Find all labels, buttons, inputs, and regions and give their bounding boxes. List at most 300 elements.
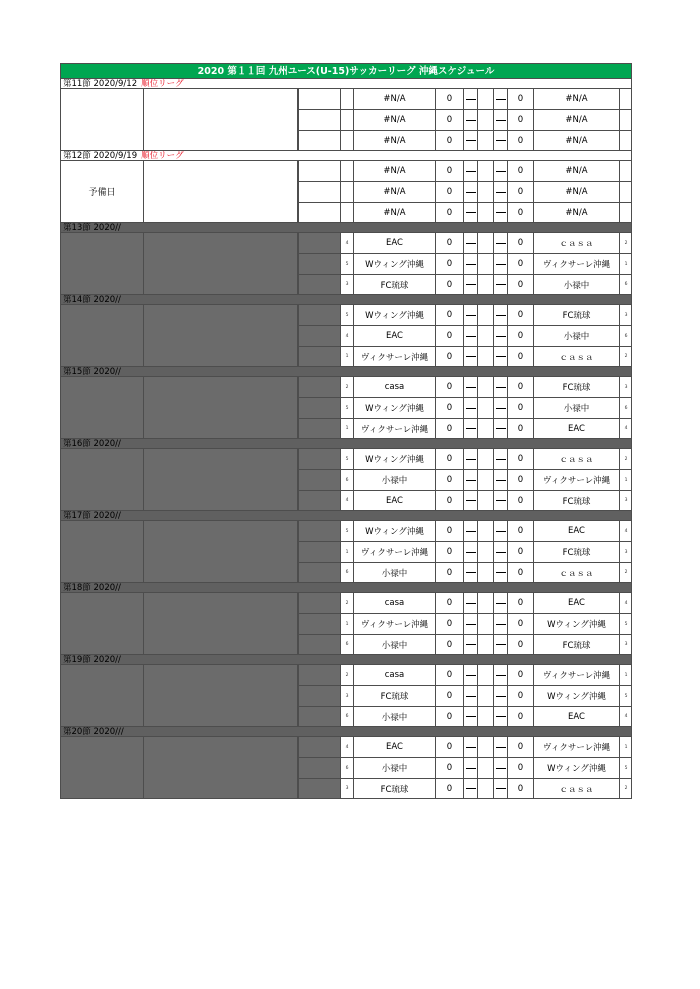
- home-team: #N/A: [353, 182, 435, 202]
- home-score: 0: [435, 470, 463, 490]
- home-rank: 5: [340, 305, 353, 325]
- away-team: FC琉球: [533, 491, 619, 510]
- home-score: 0: [435, 449, 463, 469]
- score-dash: [493, 779, 507, 798]
- score-dash: [493, 491, 507, 510]
- score-spacer: [477, 470, 493, 490]
- time-cell: [298, 614, 340, 634]
- away-team: 小禄中: [533, 275, 619, 294]
- away-rank: 3: [619, 305, 632, 325]
- round-section: [60, 655, 632, 727]
- home-team: Wウィング沖縄: [353, 254, 435, 274]
- time-cell: [298, 449, 340, 469]
- home-rank: 3: [340, 686, 353, 706]
- round-section: [60, 439, 632, 511]
- score-spacer: [477, 326, 493, 346]
- away-team: EAC: [533, 707, 619, 726]
- match-row: [298, 686, 632, 707]
- round-section: [60, 79, 632, 151]
- home-team: #N/A: [353, 110, 435, 130]
- home-rank: [340, 89, 353, 109]
- score-dash: [463, 203, 477, 222]
- home-rank: 6: [340, 470, 353, 490]
- score-spacer: [477, 377, 493, 397]
- time-cell: [298, 254, 340, 274]
- match-row: [298, 203, 632, 223]
- away-score: 0: [507, 758, 533, 778]
- away-score: 0: [507, 563, 533, 582]
- match-row: [298, 305, 632, 326]
- away-score: 0: [507, 203, 533, 222]
- away-score: 0: [507, 347, 533, 366]
- score-spacer: [477, 491, 493, 510]
- score-spacer: [477, 233, 493, 253]
- score-dash: [463, 419, 477, 438]
- away-team: ヴィクサーレ沖縄: [533, 470, 619, 490]
- away-rank: [619, 203, 632, 222]
- away-team: 小禄中: [533, 398, 619, 418]
- home-rank: 1: [340, 542, 353, 562]
- round-date: 第20節 2020///: [63, 727, 124, 737]
- away-rank: 4: [619, 707, 632, 726]
- away-rank: 6: [619, 326, 632, 346]
- score-dash: [493, 89, 507, 109]
- away-score: 0: [507, 779, 533, 798]
- score-dash: [493, 419, 507, 438]
- home-team: casa: [353, 593, 435, 613]
- score-dash: [463, 131, 477, 150]
- home-score: 0: [435, 419, 463, 438]
- score-dash: [463, 449, 477, 469]
- score-spacer: [477, 665, 493, 685]
- round-section: [60, 367, 632, 439]
- round-date: 第12節 2020/9/19: [63, 151, 138, 161]
- score-dash: [493, 758, 507, 778]
- home-team: EAC: [353, 737, 435, 757]
- match-row: [298, 110, 632, 131]
- away-team: FC琉球: [533, 635, 619, 654]
- score-dash: [463, 635, 477, 654]
- match-row: [298, 614, 632, 635]
- away-rank: 2: [619, 779, 632, 798]
- score-dash: [493, 182, 507, 202]
- round-note: [61, 521, 144, 582]
- round-info-box: [60, 233, 298, 295]
- league-label: 順位リーグ: [141, 151, 184, 161]
- home-team: EAC: [353, 326, 435, 346]
- away-score: 0: [507, 614, 533, 634]
- time-cell: [298, 275, 340, 294]
- score-dash: [463, 521, 477, 541]
- home-rank: 4: [340, 737, 353, 757]
- away-team: EAC: [533, 419, 619, 438]
- away-rank: 6: [619, 275, 632, 294]
- away-score: 0: [507, 449, 533, 469]
- away-rank: 3: [619, 491, 632, 510]
- away-score: 0: [507, 182, 533, 202]
- venue-cell: [144, 593, 298, 654]
- round-sections: [60, 79, 632, 799]
- away-rank: 1: [619, 254, 632, 274]
- time-cell: [298, 182, 340, 202]
- round-section: [60, 511, 632, 583]
- away-rank: 5: [619, 614, 632, 634]
- time-cell: [298, 419, 340, 438]
- away-rank: 4: [619, 419, 632, 438]
- home-rank: 1: [340, 419, 353, 438]
- away-team: ヴィクサーレ沖縄: [533, 254, 619, 274]
- away-team: 小禄中: [533, 326, 619, 346]
- time-cell: [298, 758, 340, 778]
- score-spacer: [477, 707, 493, 726]
- round-header: [60, 79, 632, 89]
- round-info-box: [60, 305, 298, 367]
- match-row: [298, 182, 632, 203]
- home-team: 小禄中: [353, 635, 435, 654]
- away-rank: 1: [619, 665, 632, 685]
- score-dash: [463, 233, 477, 253]
- score-spacer: [477, 449, 493, 469]
- home-team: FC琉球: [353, 275, 435, 294]
- home-score: 0: [435, 326, 463, 346]
- away-rank: 3: [619, 542, 632, 562]
- venue-cell: [144, 665, 298, 726]
- time-cell: [298, 305, 340, 325]
- round-info-box: [60, 89, 298, 151]
- away-rank: [619, 161, 632, 181]
- home-score: 0: [435, 203, 463, 222]
- away-rank: 2: [619, 449, 632, 469]
- home-team: Wウィング沖縄: [353, 521, 435, 541]
- match-row: [298, 707, 632, 727]
- away-score: 0: [507, 377, 533, 397]
- time-cell: [298, 377, 340, 397]
- away-team: ｃａｓａ: [533, 347, 619, 366]
- time-cell: [298, 686, 340, 706]
- home-rank: 5: [340, 398, 353, 418]
- round-note: [61, 377, 144, 438]
- home-score: 0: [435, 542, 463, 562]
- away-score: 0: [507, 110, 533, 130]
- away-score: 0: [507, 398, 533, 418]
- time-cell: [298, 131, 340, 150]
- match-row: [298, 254, 632, 275]
- away-score: 0: [507, 326, 533, 346]
- home-team: ヴィクサーレ沖縄: [353, 614, 435, 634]
- score-dash: [493, 563, 507, 582]
- away-score: 0: [507, 686, 533, 706]
- score-dash: [493, 521, 507, 541]
- away-rank: [619, 131, 632, 150]
- score-dash: [493, 203, 507, 222]
- home-score: 0: [435, 182, 463, 202]
- score-spacer: [477, 305, 493, 325]
- home-team: ヴィクサーレ沖縄: [353, 347, 435, 366]
- round-section: [60, 727, 632, 799]
- match-row: [298, 758, 632, 779]
- home-rank: 6: [340, 635, 353, 654]
- home-team: #N/A: [353, 131, 435, 150]
- away-rank: 3: [619, 635, 632, 654]
- score-spacer: [477, 182, 493, 202]
- home-rank: [340, 131, 353, 150]
- round-header: [60, 511, 632, 521]
- home-score: 0: [435, 131, 463, 150]
- match-row: [298, 419, 632, 439]
- score-spacer: [477, 737, 493, 757]
- time-cell: [298, 161, 340, 181]
- home-score: 0: [435, 521, 463, 541]
- time-cell: [298, 491, 340, 510]
- score-dash: [463, 275, 477, 294]
- round-date: 第17節 2020//: [63, 511, 121, 521]
- home-rank: 5: [340, 449, 353, 469]
- round-header: [60, 223, 632, 233]
- away-score: 0: [507, 707, 533, 726]
- round-info-box: [60, 161, 298, 223]
- score-spacer: [477, 161, 493, 181]
- match-row: [298, 161, 632, 182]
- round-header: [60, 439, 632, 449]
- score-dash: [463, 707, 477, 726]
- score-dash: [463, 161, 477, 181]
- away-score: 0: [507, 419, 533, 438]
- round-date: 第18節 2020//: [63, 583, 121, 593]
- away-score: 0: [507, 254, 533, 274]
- time-cell: [298, 398, 340, 418]
- home-team: Wウィング沖縄: [353, 449, 435, 469]
- home-rank: 2: [340, 377, 353, 397]
- score-spacer: [477, 686, 493, 706]
- score-dash: [493, 254, 507, 274]
- away-score: 0: [507, 305, 533, 325]
- home-rank: 4: [340, 326, 353, 346]
- round-info-box: [60, 737, 298, 799]
- score-dash: [463, 110, 477, 130]
- away-team: ｃａｓａ: [533, 233, 619, 253]
- away-team: ヴィクサーレ沖縄: [533, 665, 619, 685]
- match-row: [298, 521, 632, 542]
- time-cell: [298, 347, 340, 366]
- away-rank: 5: [619, 686, 632, 706]
- time-cell: [298, 563, 340, 582]
- away-team: FC琉球: [533, 377, 619, 397]
- score-dash: [463, 593, 477, 613]
- away-team: FC琉球: [533, 542, 619, 562]
- home-rank: 2: [340, 665, 353, 685]
- away-rank: 5: [619, 758, 632, 778]
- time-cell: [298, 110, 340, 130]
- home-score: 0: [435, 233, 463, 253]
- home-score: 0: [435, 305, 463, 325]
- home-rank: 4: [340, 491, 353, 510]
- home-team: FC琉球: [353, 779, 435, 798]
- score-spacer: [477, 758, 493, 778]
- away-rank: 3: [619, 377, 632, 397]
- time-cell: [298, 635, 340, 654]
- score-dash: [493, 593, 507, 613]
- home-rank: [340, 203, 353, 222]
- score-dash: [463, 542, 477, 562]
- match-row: [298, 593, 632, 614]
- venue-cell: [144, 737, 298, 798]
- home-score: 0: [435, 737, 463, 757]
- round-date: 第13節 2020//: [63, 223, 121, 233]
- round-date: 第15節 2020//: [63, 367, 121, 377]
- home-rank: 1: [340, 347, 353, 366]
- away-rank: 2: [619, 233, 632, 253]
- home-team: #N/A: [353, 203, 435, 222]
- away-rank: [619, 110, 632, 130]
- away-score: 0: [507, 491, 533, 510]
- away-rank: [619, 89, 632, 109]
- home-score: 0: [435, 635, 463, 654]
- match-row: [298, 635, 632, 655]
- round-header: [60, 655, 632, 665]
- home-rank: [340, 182, 353, 202]
- round-note: [61, 593, 144, 654]
- round-section: [60, 223, 632, 295]
- home-rank: [340, 161, 353, 181]
- score-dash: [463, 326, 477, 346]
- away-team: #N/A: [533, 161, 619, 181]
- home-team: #N/A: [353, 161, 435, 181]
- score-dash: [493, 233, 507, 253]
- home-score: 0: [435, 779, 463, 798]
- home-score: 0: [435, 758, 463, 778]
- round-date: 第16節 2020//: [63, 439, 121, 449]
- score-dash: [463, 563, 477, 582]
- home-team: EAC: [353, 491, 435, 510]
- score-dash: [493, 635, 507, 654]
- home-score: 0: [435, 89, 463, 109]
- match-row: [298, 737, 632, 758]
- score-spacer: [477, 419, 493, 438]
- away-team: Wウィング沖縄: [533, 686, 619, 706]
- away-score: 0: [507, 131, 533, 150]
- round-note: 予備日: [61, 161, 144, 222]
- score-dash: [493, 614, 507, 634]
- home-rank: 6: [340, 563, 353, 582]
- time-cell: [298, 542, 340, 562]
- match-row: [298, 398, 632, 419]
- score-dash: [493, 737, 507, 757]
- round-section: [60, 583, 632, 655]
- home-team: 小禄中: [353, 758, 435, 778]
- venue-cell: [144, 305, 298, 366]
- away-rank: 1: [619, 470, 632, 490]
- time-cell: [298, 521, 340, 541]
- venue-cell: [144, 233, 298, 294]
- home-score: 0: [435, 254, 463, 274]
- home-score: 0: [435, 614, 463, 634]
- score-dash: [463, 182, 477, 202]
- away-team: FC琉球: [533, 305, 619, 325]
- away-team: ヴィクサーレ沖縄: [533, 737, 619, 757]
- time-cell: [298, 233, 340, 253]
- round-info-box: [60, 377, 298, 439]
- round-header: [60, 583, 632, 593]
- match-row: [298, 491, 632, 511]
- away-team: #N/A: [533, 89, 619, 109]
- away-score: 0: [507, 275, 533, 294]
- score-dash: [463, 779, 477, 798]
- score-dash: [463, 686, 477, 706]
- home-team: 小禄中: [353, 470, 435, 490]
- away-team: ｃａｓａ: [533, 779, 619, 798]
- round-header: [60, 295, 632, 305]
- score-spacer: [477, 275, 493, 294]
- score-dash: [463, 89, 477, 109]
- score-dash: [463, 491, 477, 510]
- round-section: [60, 295, 632, 367]
- home-team: 小禄中: [353, 563, 435, 582]
- score-dash: [493, 398, 507, 418]
- away-rank: 2: [619, 563, 632, 582]
- round-info-box: [60, 521, 298, 583]
- away-rank: 4: [619, 521, 632, 541]
- score-dash: [493, 326, 507, 346]
- round-header: [60, 727, 632, 737]
- home-team: 小禄中: [353, 707, 435, 726]
- match-row: [298, 275, 632, 295]
- score-dash: [463, 737, 477, 757]
- away-rank: [619, 182, 632, 202]
- score-spacer: [477, 521, 493, 541]
- round-date: 第11節 2020/9/12: [63, 79, 138, 89]
- round-note: [61, 233, 144, 294]
- schedule-sheet: [60, 63, 632, 799]
- time-cell: [298, 326, 340, 346]
- home-team: #N/A: [353, 89, 435, 109]
- home-score: 0: [435, 347, 463, 366]
- round-section: [60, 151, 632, 223]
- score-spacer: [477, 203, 493, 222]
- time-cell: [298, 779, 340, 798]
- away-score: 0: [507, 665, 533, 685]
- score-dash: [493, 686, 507, 706]
- away-score: 0: [507, 737, 533, 757]
- home-score: 0: [435, 377, 463, 397]
- match-row: [298, 542, 632, 563]
- score-dash: [463, 470, 477, 490]
- match-row: [298, 377, 632, 398]
- home-score: 0: [435, 110, 463, 130]
- match-row: [298, 89, 632, 110]
- away-team: EAC: [533, 593, 619, 613]
- away-score: 0: [507, 161, 533, 181]
- score-dash: [463, 614, 477, 634]
- score-spacer: [477, 398, 493, 418]
- home-score: 0: [435, 665, 463, 685]
- venue-cell: [144, 161, 298, 222]
- score-spacer: [477, 614, 493, 634]
- round-date: 第14節 2020//: [63, 295, 121, 305]
- away-score: 0: [507, 521, 533, 541]
- round-info-box: [60, 449, 298, 511]
- away-team: #N/A: [533, 110, 619, 130]
- home-rank: 6: [340, 758, 353, 778]
- match-row: [298, 233, 632, 254]
- match-row: [298, 563, 632, 583]
- home-score: 0: [435, 563, 463, 582]
- home-team: casa: [353, 665, 435, 685]
- home-score: 0: [435, 593, 463, 613]
- away-team: EAC: [533, 521, 619, 541]
- time-cell: [298, 593, 340, 613]
- league-label: 順位リーグ: [141, 79, 184, 89]
- round-note: [61, 737, 144, 798]
